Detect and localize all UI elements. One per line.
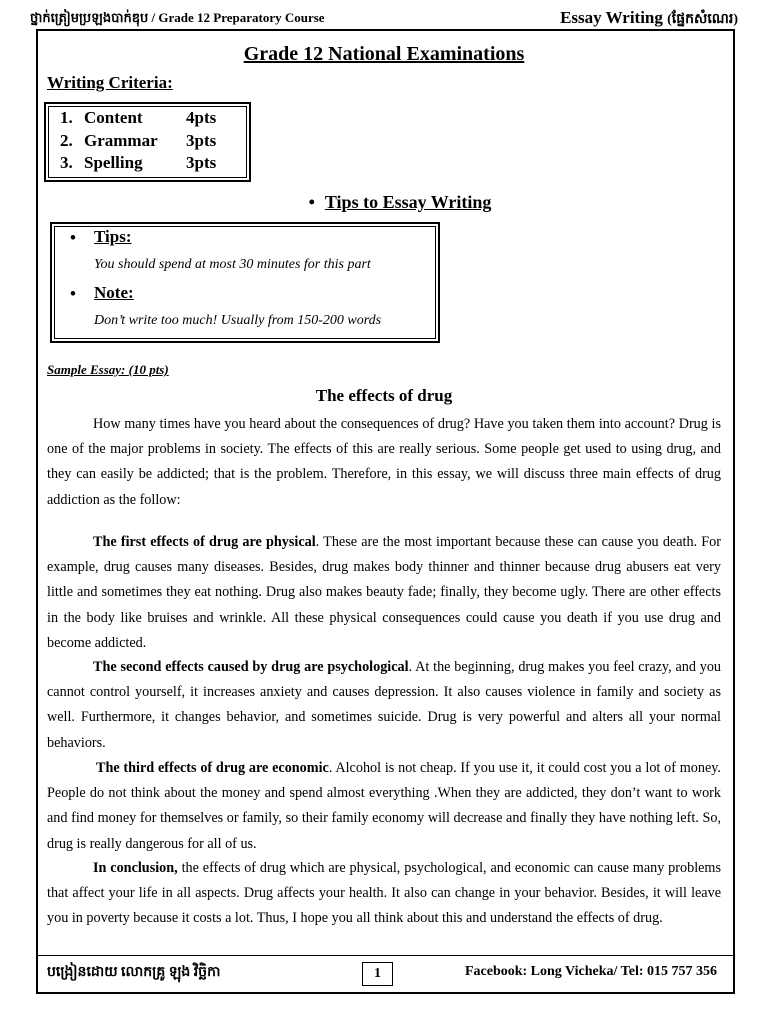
- section-title-khmer: (ផ្នែកសំណេរ): [667, 12, 738, 27]
- paragraph-text: . Alcohol is not cheap. If you use it, it could cost you a lot of money. People do not think about the money and spend almost everything .When they are addicted, they don’t want to work and find money for themselves or family, so their family economy will decrease and finally they have nothing left. So, drug is really dangerous for all of us.: [47, 760, 721, 852]
- section-label: [560, 8, 738, 30]
- teacher-credit: បង្រៀនដោយ លោកគ្រូ ឡុង វិច្ឆិកា: [47, 965, 221, 980]
- criteria-label: Spelling: [84, 153, 143, 172]
- essay-body-paragraph-1: [47, 530, 721, 656]
- criteria-box: [44, 102, 251, 182]
- criteria-points: 3pts: [186, 131, 217, 150]
- essay-title: The effects of drug: [315, 386, 453, 405]
- footer-divider: [36, 955, 735, 956]
- paragraph-text: . These are the most important because these can cause you death. For example, drug causes many diseases. Besides, drug makes body thinner and thinner because drug abusers eat very little and sometimes they eat nothing. Drug also makes beauty fade; finally, they become ugly. There are other effects in the body like bruises and wrinkle. All these physical consequences could cause you death if you use drug and become addicted.: [47, 534, 721, 651]
- paragraph-lead: The first effects of drug are physical: [93, 534, 316, 550]
- note-heading: Note:: [94, 283, 134, 302]
- bullet-icon: •: [308, 192, 315, 212]
- criteria-item: [60, 131, 216, 151]
- criteria-number: 3.: [60, 153, 73, 172]
- criteria-item: [60, 108, 216, 128]
- course-label: ថ្នាក់ត្រៀមប្រឡងបាក់ឌុប / Grade 12 Preparatory Course: [30, 10, 325, 25]
- paragraph-lead: In conclusion,: [93, 860, 178, 876]
- bullet-icon: •: [70, 228, 76, 247]
- section-title: Essay Writing: [560, 8, 663, 27]
- criteria-item: [60, 153, 216, 173]
- criteria-number: 1.: [60, 108, 73, 127]
- tips-section-title: [0, 192, 768, 213]
- paragraph-text: . At the beginning, drug makes you feel crazy, and you cannot control yourself, it increases anxiety and causes depression. It also causes violence in family and society as well. Furthermore, it changes behavior, and sometimes suicide. Drug is very powerful and alters all your normal behaviors.: [47, 659, 722, 751]
- intro-text: How many times have you heard about the consequences of drug? Have you taken them into account? Drug is one of the major problems in society. The effects of this are really serious. Some people get used to using drug, and they can easily be addicted; that is the problem. Therefore, in this essay, we will discuss three main effects of drug addiction as the follow:: [47, 416, 721, 508]
- essay-body-paragraph-2: [47, 655, 721, 756]
- page-header: [30, 8, 738, 28]
- essay-conclusion-paragraph: [47, 856, 721, 932]
- note-text: Don’t write too much! Usually from 150-200 words: [94, 313, 382, 328]
- criteria-number: 2.: [60, 131, 73, 150]
- page-title: Grade 12 National Examinations: [243, 43, 525, 65]
- essay-body-paragraph-3: [47, 756, 721, 857]
- criteria-label: Content: [84, 108, 143, 127]
- criteria-points: 3pts: [186, 153, 217, 172]
- criteria-heading: Writing Criteria:: [47, 73, 173, 92]
- tips-box: [50, 222, 440, 343]
- criteria-points: 4pts: [186, 108, 217, 127]
- essay-intro-paragraph: [47, 412, 721, 513]
- criteria-label: Grammar: [84, 131, 158, 150]
- contact-info: Facebook: Long Vicheka/ Tel: 015 757 356: [464, 964, 717, 979]
- paragraph-lead: The second effects caused by drug are psychological: [93, 659, 409, 675]
- paragraph-text: the effects of drug which are physical, psychological, and economic can cause many problems that affect your life in all aspects. Drug affects your health. It also can change in your behavior. Besides, it will leave you in poverty because it costs a lot. Thus, I hope you all think about this and understand the effects of drug.: [47, 860, 721, 927]
- tips-section-title-text: Tips to Essay Writing: [324, 192, 492, 212]
- sample-essay-label: Sample Essay: (10 pts): [47, 362, 169, 377]
- tips-text: You should spend at most 30 minutes for this part: [94, 257, 371, 272]
- page-number: 1: [362, 962, 393, 986]
- tips-heading: Tips:: [94, 227, 132, 246]
- paragraph-lead: The third effects of drug are economic: [96, 760, 329, 776]
- bullet-icon: •: [70, 284, 76, 303]
